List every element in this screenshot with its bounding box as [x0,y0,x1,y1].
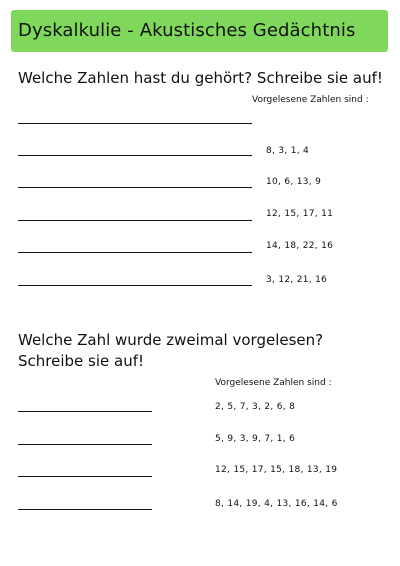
title-banner [11,10,388,52]
number-sequence: 12, 15, 17, 15, 18, 13, 19 [215,465,338,475]
number-sequence: 5, 9, 3, 9, 7, 1, 6 [215,434,296,444]
answer-line[interactable] [18,187,252,188]
answer-line[interactable] [18,509,152,510]
answer-line[interactable] [18,285,252,286]
answer-line[interactable] [18,411,152,412]
page-title: Dyskalkulie - Akustisches Gedächtnis [18,20,356,41]
number-sequence: 3, 12, 21, 16 [266,275,328,285]
answer-line[interactable] [18,444,152,445]
number-sequence: 2, 5, 7, 3, 2, 6, 8 [215,402,296,412]
section2-question-line1: Welche Zahl wurde zweimal vorgelesen? [18,331,324,349]
answer-line[interactable] [18,476,152,477]
answer-line[interactable] [18,252,252,253]
number-sequence: 10, 6, 13, 9 [266,177,322,187]
number-sequence: 12, 15, 17, 11 [266,209,334,219]
section2-question-line2: Schreibe sie auf! [18,352,144,370]
number-sequence: 8, 14, 19, 4, 13, 16, 14, 6 [215,499,338,509]
section1-hint: Vorgelesene Zahlen sind : [252,95,369,105]
number-sequence: 8, 3, 1, 4 [266,146,310,156]
number-sequence: 14, 18, 22, 16 [266,241,334,251]
answer-line[interactable] [18,220,252,221]
section2-hint: Vorgelesene Zahlen sind : [215,378,332,388]
answer-line[interactable] [18,155,252,156]
answer-line[interactable] [18,123,252,124]
section1-question: Welche Zahlen hast du gehört? Schreibe sie auf! [18,69,383,87]
